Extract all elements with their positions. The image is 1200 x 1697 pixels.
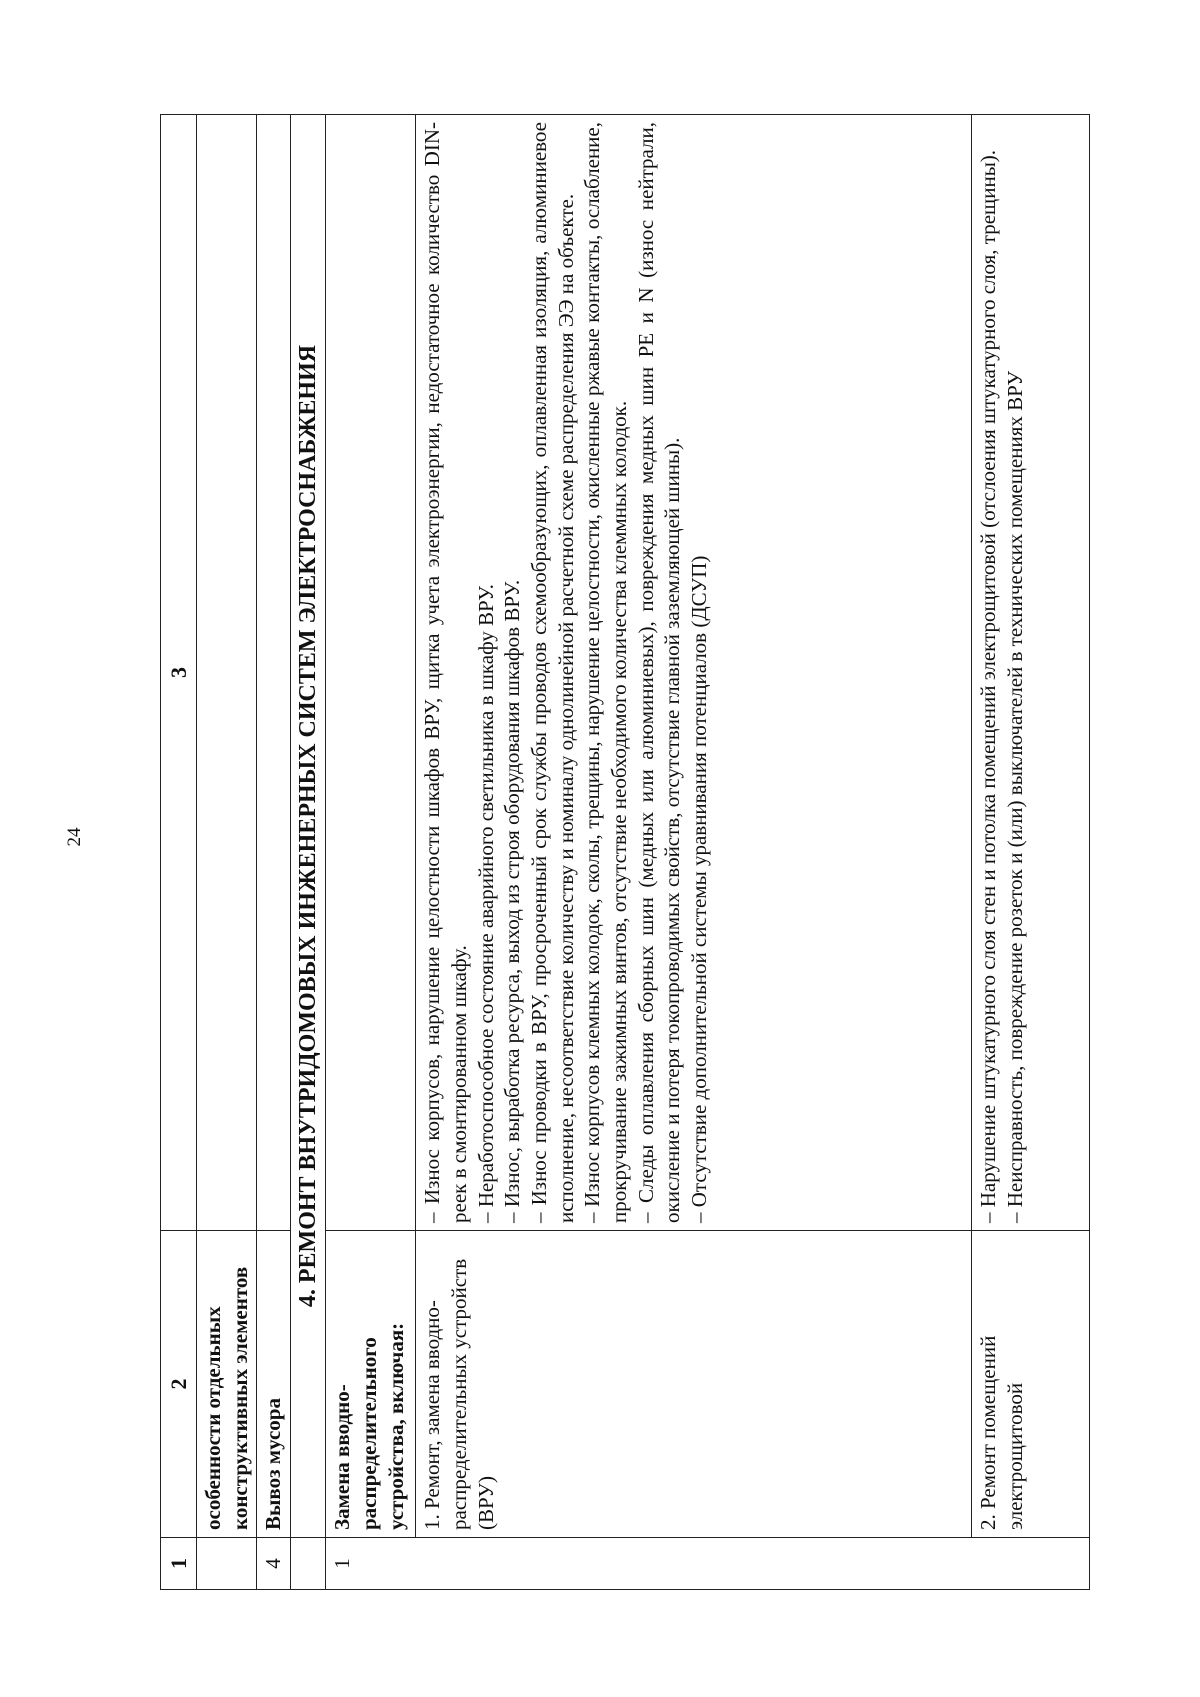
defect-line: – Неработоспособное состояние аварийного светильника в шкафу ВРУ.	[473, 584, 498, 1223]
group-row	[326, 115, 416, 1590]
row-name: особенности отдельных конструктивных элементов	[197, 1231, 257, 1538]
row-number	[197, 1538, 257, 1590]
row-description	[197, 115, 257, 1231]
table-row	[257, 115, 291, 1590]
table-header-row	[161, 115, 197, 1590]
page-number: 24	[64, 827, 85, 847]
item-name: 1. Ремонт, замена вводно-распределительных устройств (ВРУ)	[416, 1231, 972, 1538]
column-header-2: 2	[161, 1231, 197, 1538]
group-title: Замена вводно-распределительного устройства, включая:	[326, 1231, 416, 1538]
section-number	[290, 1538, 325, 1590]
rotated-table-container	[160, 115, 1090, 1590]
item-name: 2. Ремонт помещений электрощитовой	[972, 1231, 1090, 1538]
section-title: 4. РЕМОНТ ВНУТРИДОМОВЫХ ИНЖЕНЕРНЫХ СИСТЕМ ЭЛЕКТРОСНАБЖЕНИЯ	[290, 115, 325, 1538]
defect-line: – Неисправность, повреждение розеток и (или) выключателей в технических помещениях ВРУ	[1002, 370, 1027, 1223]
item-row	[972, 115, 1090, 1590]
defects-table	[160, 114, 1090, 1590]
item-row	[416, 115, 972, 1590]
item-description	[416, 115, 972, 1231]
row-number: 4	[257, 1538, 291, 1590]
item-description	[972, 115, 1090, 1231]
column-header-3: 3	[161, 115, 197, 1231]
defect-line: – Износ проводки в ВРУ, просроченный срок службы проводов схемообразующих, оплавленная изоляция, алюминиевое исполнение, несоответствие количеству и номиналу однолинейной расчетной схеме распределения ЭЭ на объекте.	[527, 122, 578, 1223]
group-number: 1	[326, 1538, 1090, 1590]
section-header-row	[290, 115, 325, 1590]
row-description	[257, 115, 291, 1231]
defect-line: – Следы оплавления сборных шин (медных или алюминиевых), повреждения медных шин PE и N (износ нейтрали, окисление и потеря токопроводимых свойств, отсутствие главной заземляющей шины).	[633, 122, 685, 1223]
column-header-1: 1	[161, 1538, 197, 1590]
row-name: Вывоз мусора	[257, 1231, 291, 1538]
defect-line: – Нарушение штукатурного слоя стен и потолка помещений электрощитовой (отслоения штукатурного слоя, трещины).	[976, 149, 1000, 1223]
defect-line: – Износ корпусов, нарушение целостности шкафов ВРУ, щитка учета электроэнергии, недостаточное количество DIN-реек в смонтированном шкафу.	[420, 122, 472, 1223]
group-description	[326, 115, 416, 1231]
defect-line: – Отсутствие дополнительной системы уравнивания потенциалов (ДСУП)	[687, 555, 711, 1223]
defect-line: – Износ, выработка ресурса, выход из строя оборудования шкафов ВРУ.	[500, 579, 525, 1223]
table-row	[197, 115, 257, 1590]
defect-line: – Износ корпусов клемных колодок, сколы, трещины, нарушение целостности, окисленные ржавые контакты, ослабление, прокручивание зажимных винтов, отсутствие необходимого количества клеммных колодок.	[580, 122, 632, 1223]
